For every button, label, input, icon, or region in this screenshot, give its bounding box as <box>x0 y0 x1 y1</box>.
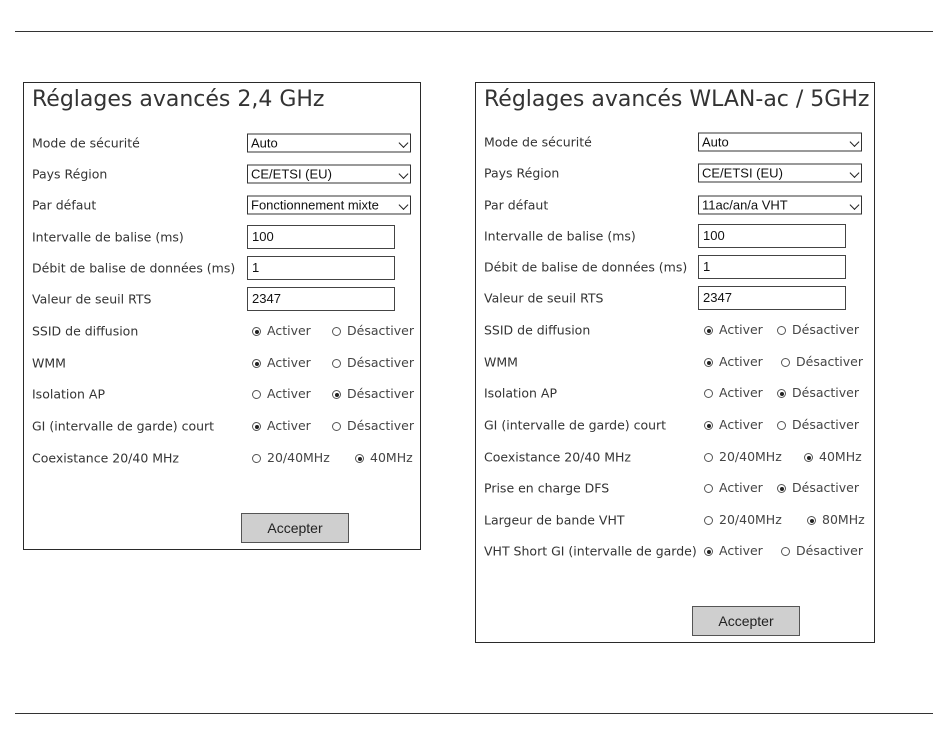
row-region <box>476 160 874 186</box>
chevron-down-icon <box>850 200 860 210</box>
ap-isolation-off-radio[interactable] <box>777 386 859 400</box>
radio-unchecked-icon <box>332 327 341 336</box>
row-wmm <box>24 350 420 376</box>
ssid-broadcast-label: SSID de diffusion <box>32 323 139 339</box>
region-value: CE/ETSI (EU) <box>702 165 783 181</box>
radio-unchecked-icon <box>777 326 786 335</box>
radio-label: Désactiver <box>792 417 859 432</box>
panel-5ghz <box>475 82 875 643</box>
region-label: Pays Région <box>484 165 560 181</box>
radio-checked-icon <box>704 358 713 367</box>
short-gi-off-radio[interactable] <box>777 418 859 432</box>
region-value: CE/ETSI (EU) <box>251 166 332 182</box>
dtim-input[interactable]: 1 <box>247 256 395 280</box>
ssid-broadcast-label: SSID de diffusion <box>484 322 591 338</box>
vht-bandwidth-2040-radio[interactable] <box>704 513 782 527</box>
coexistence-40-radio[interactable] <box>804 450 862 464</box>
row-beacon-interval <box>24 224 420 250</box>
radio-unchecked-icon <box>332 422 341 431</box>
radio-label: Activer <box>719 322 763 337</box>
default-mode-select[interactable] <box>247 196 411 215</box>
radio-unchecked-icon <box>332 359 341 368</box>
dfs-off-radio[interactable] <box>777 481 859 495</box>
vht-bandwidth-80-radio[interactable] <box>807 513 865 527</box>
radio-label: Activer <box>267 418 311 433</box>
chevron-down-icon <box>399 200 409 210</box>
row-ssid-broadcast <box>476 317 874 343</box>
radio-label: 40MHz <box>819 449 862 464</box>
radio-label: Désactiver <box>792 322 859 337</box>
rts-input[interactable]: 2347 <box>698 286 846 310</box>
beacon-interval-input[interactable]: 100 <box>247 225 395 249</box>
radio-label: Désactiver <box>347 418 414 433</box>
region-select[interactable] <box>698 164 862 183</box>
radio-checked-icon <box>355 454 364 463</box>
radio-unchecked-icon <box>704 453 713 462</box>
security-mode-label: Mode de sécurité <box>32 135 140 151</box>
radio-label: Activer <box>719 417 763 432</box>
row-rts <box>24 286 420 312</box>
radio-label: Désactiver <box>347 386 414 401</box>
radio-label: Activer <box>719 543 763 558</box>
radio-checked-icon <box>332 390 341 399</box>
radio-checked-icon <box>252 327 261 336</box>
row-ap-isolation <box>24 381 420 407</box>
security-mode-value: Auto <box>251 135 278 151</box>
radio-label: Activer <box>267 323 311 338</box>
region-label: Pays Région <box>32 166 108 182</box>
dtim-input[interactable]: 1 <box>698 255 846 279</box>
ssid-broadcast-off-radio[interactable] <box>777 323 859 337</box>
row-dtim <box>476 254 874 280</box>
radio-checked-icon <box>804 453 813 462</box>
security-mode-select[interactable] <box>247 134 411 153</box>
radio-checked-icon <box>704 421 713 430</box>
row-security-mode <box>24 130 420 156</box>
radio-unchecked-icon <box>252 390 261 399</box>
coexistence-2040-radio[interactable] <box>252 451 330 465</box>
rts-input[interactable]: 2347 <box>247 287 395 311</box>
radio-unchecked-icon <box>704 389 713 398</box>
radio-unchecked-icon <box>704 516 713 525</box>
dtim-label: Débit de balise de données (ms) <box>484 259 688 275</box>
coexistence-2040-radio[interactable] <box>704 450 782 464</box>
beacon-interval-label: Intervalle de balise (ms) <box>484 228 636 244</box>
accept-button[interactable]: Accepter <box>241 513 349 543</box>
radio-checked-icon <box>704 547 713 556</box>
panel-title: Réglages avancés 2,4 GHz <box>32 87 325 112</box>
radio-label: Désactiver <box>796 543 863 558</box>
security-mode-select[interactable] <box>698 133 862 152</box>
wmm-on-radio[interactable] <box>704 355 763 369</box>
row-vht-bandwidth <box>476 507 874 533</box>
vht-short-gi-on-radio[interactable] <box>704 544 763 558</box>
short-gi-on-radio[interactable] <box>704 418 763 432</box>
accept-button[interactable]: Accepter <box>692 606 800 636</box>
wmm-off-radio[interactable] <box>781 355 863 369</box>
ap-isolation-label: Isolation AP <box>32 386 105 402</box>
coexistence-label: Coexistance 20/40 MHz <box>484 449 631 465</box>
wmm-on-radio[interactable] <box>252 356 311 370</box>
radio-checked-icon <box>807 516 816 525</box>
default-mode-value: Fonctionnement mixte <box>251 197 379 213</box>
radio-unchecked-icon <box>781 358 790 367</box>
radio-label: 80MHz <box>822 512 865 527</box>
beacon-interval-input[interactable]: 100 <box>698 224 846 248</box>
ap-isolation-off-radio[interactable] <box>332 387 414 401</box>
dtim-label: Débit de balise de données (ms) <box>32 260 236 276</box>
ssid-broadcast-on-radio[interactable] <box>704 323 763 337</box>
wmm-off-radio[interactable] <box>332 356 414 370</box>
row-default-mode <box>24 192 420 218</box>
bottom-rule <box>15 713 933 714</box>
radio-label: 20/40MHz <box>719 449 782 464</box>
row-ssid-broadcast <box>24 318 420 344</box>
radio-label: Activer <box>267 355 311 370</box>
panel-24ghz <box>23 82 421 550</box>
vht-short-gi-off-radio[interactable] <box>781 544 863 558</box>
default-mode-select[interactable] <box>698 196 862 215</box>
radio-checked-icon <box>777 389 786 398</box>
short-gi-label: GI (intervalle de garde) court <box>32 418 215 434</box>
radio-label: 20/40MHz <box>267 450 330 465</box>
radio-label: Désactiver <box>796 354 863 369</box>
security-mode-label: Mode de sécurité <box>484 134 592 150</box>
dfs-on-radio[interactable] <box>704 481 763 495</box>
radio-unchecked-icon <box>704 484 713 493</box>
radio-checked-icon <box>252 359 261 368</box>
row-region <box>24 161 420 187</box>
radio-label: Activer <box>719 480 763 495</box>
row-vht-short-gi <box>476 538 874 564</box>
radio-label: Activer <box>719 354 763 369</box>
row-dtim <box>24 255 420 281</box>
vht-bandwidth-label: Largeur de bande VHT <box>484 512 625 528</box>
coexistence-40-radio[interactable] <box>355 451 413 465</box>
chevron-down-icon <box>850 137 860 147</box>
row-security-mode <box>476 129 874 155</box>
radio-checked-icon <box>704 326 713 335</box>
chevron-down-icon <box>850 168 860 178</box>
chevron-down-icon <box>399 138 409 148</box>
row-coexistence <box>24 445 420 471</box>
radio-label: Activer <box>267 386 311 401</box>
beacon-interval-label: Intervalle de balise (ms) <box>32 229 184 245</box>
coexistence-label: Coexistance 20/40 MHz <box>32 450 179 466</box>
radio-label: Désactiver <box>792 480 859 495</box>
short-gi-on-radio[interactable] <box>252 419 311 433</box>
row-dfs <box>476 475 874 501</box>
row-default-mode <box>476 192 874 218</box>
row-coexistence <box>476 444 874 470</box>
row-ap-isolation <box>476 380 874 406</box>
default-mode-label: Par défaut <box>484 197 549 213</box>
region-select[interactable] <box>247 165 411 184</box>
security-mode-value: Auto <box>702 134 729 150</box>
rts-label: Valeur de seuil RTS <box>484 290 604 306</box>
radio-label: Désactiver <box>347 355 414 370</box>
ap-isolation-label: Isolation AP <box>484 385 557 401</box>
wmm-label: WMM <box>32 355 66 371</box>
row-short-gi <box>24 413 420 439</box>
chevron-down-icon <box>399 169 409 179</box>
row-beacon-interval <box>476 223 874 249</box>
radio-label: Désactiver <box>792 385 859 400</box>
row-wmm <box>476 349 874 375</box>
radio-checked-icon <box>252 422 261 431</box>
ap-isolation-on-radio[interactable] <box>704 386 763 400</box>
short-gi-off-radio[interactable] <box>332 419 414 433</box>
default-mode-label: Par défaut <box>32 197 97 213</box>
radio-unchecked-icon <box>252 454 261 463</box>
radio-checked-icon <box>777 484 786 493</box>
radio-label: 20/40MHz <box>719 512 782 527</box>
ap-isolation-on-radio[interactable] <box>252 387 311 401</box>
row-short-gi <box>476 412 874 438</box>
dfs-label: Prise en charge DFS <box>484 480 610 496</box>
radio-label: 40MHz <box>370 450 413 465</box>
row-rts <box>476 285 874 311</box>
top-rule <box>15 31 933 32</box>
short-gi-label: GI (intervalle de garde) court <box>484 417 667 433</box>
rts-label: Valeur de seuil RTS <box>32 291 152 307</box>
radio-label: Activer <box>719 385 763 400</box>
radio-label: Désactiver <box>347 323 414 338</box>
radio-unchecked-icon <box>777 421 786 430</box>
radio-unchecked-icon <box>781 547 790 556</box>
wmm-label: WMM <box>484 354 518 370</box>
default-mode-value: 11ac/an/a VHT <box>702 197 788 213</box>
vht-short-gi-label: VHT Short GI (intervalle de garde) <box>484 543 697 559</box>
ssid-broadcast-off-radio[interactable] <box>332 324 414 338</box>
ssid-broadcast-on-radio[interactable] <box>252 324 311 338</box>
panel-title: Réglages avancés WLAN-ac / 5GHz <box>484 87 870 112</box>
